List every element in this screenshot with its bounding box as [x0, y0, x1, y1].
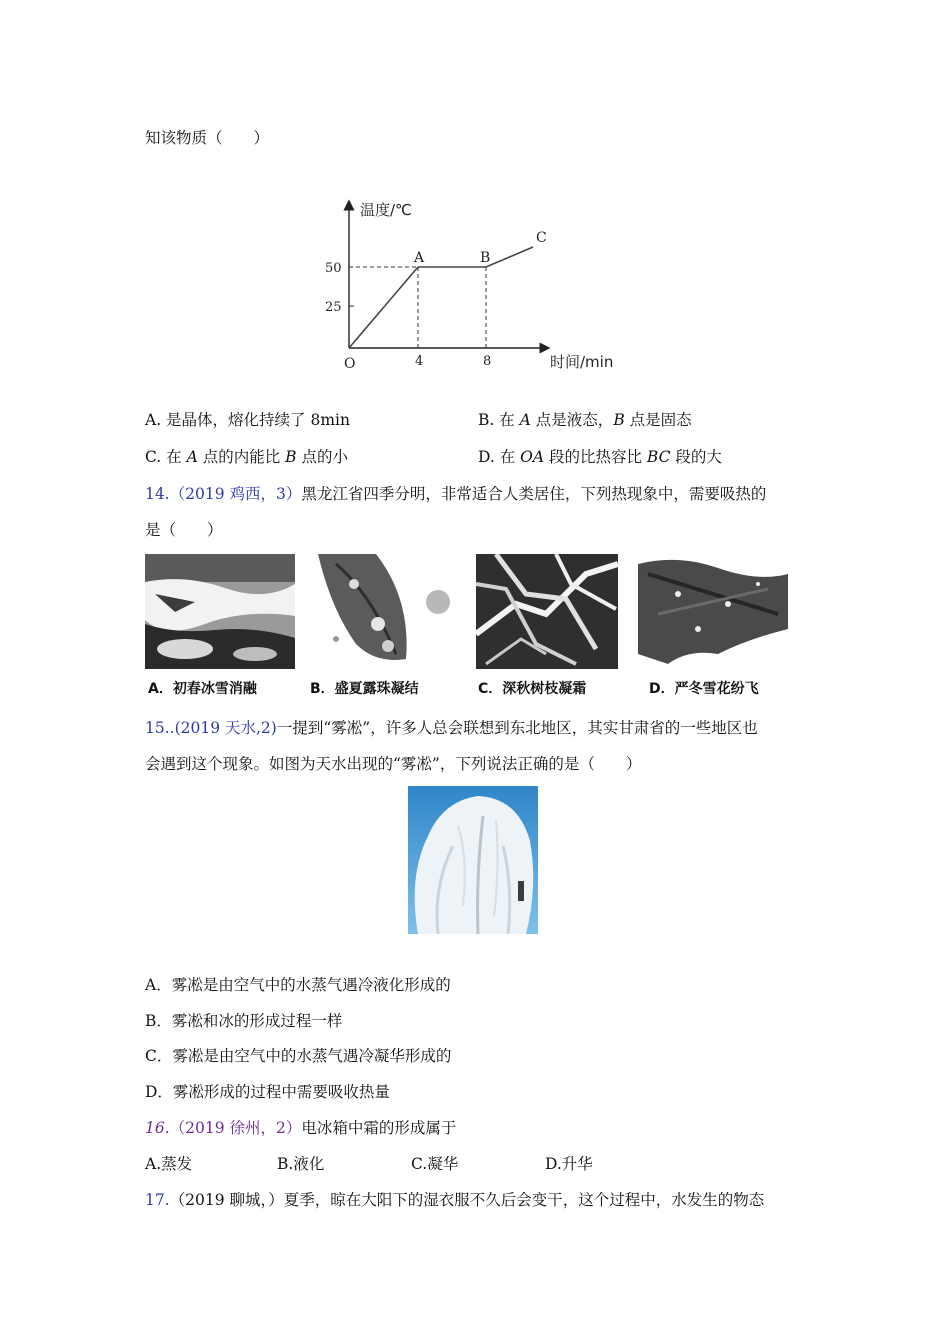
q15-stem-2: 会遇到这个现象。如图为天水出现的“雾凇”，下列说法正确的是（ ） [145, 755, 642, 773]
photo-dew-drops [316, 554, 456, 669]
point-A-label: A [414, 250, 425, 266]
temperature-time-graph [320, 195, 640, 380]
ytick-25: 25 [325, 300, 342, 315]
q16-option-a: A.蒸发 [145, 1155, 193, 1173]
point-B-label: B [480, 250, 491, 266]
q15-option-c: C．雾凇是由空气中的水蒸气遇冷凝华形成的 [145, 1047, 452, 1065]
q14-stem: 14.（2019 鸡西，3）黑龙江省四季分明，非常适合人类居住，下列热现象中，需要吸热的 [145, 485, 767, 503]
q16-option-d: D.升华 [545, 1155, 593, 1173]
q17-stem: 17.（2019 聊城，）夏季，晾在大阳下的湿衣服不久后会变干，这个过程中，水发生的物态 [145, 1191, 765, 1209]
q16-option-b: B.液化 [277, 1155, 325, 1173]
photo-snowfall [638, 554, 788, 669]
q13-option-a: A. 是晶体，熔化持续了 8min [145, 411, 350, 429]
caption-a: A．初春冰雪消融 [148, 681, 257, 697]
q13-option-b: B. 在 A 点是液态，B 点是固态 [478, 411, 692, 429]
q15-option-b: B．雾凇和冰的形成过程一样 [145, 1012, 343, 1030]
q15-option-d: D．雾凇形成的过程中需要吸收热量 [145, 1083, 390, 1101]
x-axis-label: 时间/min [550, 353, 614, 371]
y-axis-label: 温度/℃ [360, 201, 412, 219]
point-C-label: C [536, 230, 547, 246]
caption-b: B．盛夏露珠凝结 [310, 681, 419, 697]
photo-ice-melting [145, 554, 295, 669]
photo-frost-branches [476, 554, 618, 669]
q16-option-c: C.凝华 [411, 1155, 459, 1173]
ytick-50: 50 [325, 261, 342, 276]
photo-rime-tree [408, 786, 538, 934]
q14-stem-2: 是（ ） [145, 521, 223, 539]
caption-d: D．严冬雪花纷飞 [649, 681, 759, 697]
q13-option-c: C. 在 A 点的内能比 B 点的小 [145, 448, 348, 466]
q15-option-a: A．雾凇是由空气中的水蒸气遇冷液化形成的 [145, 976, 451, 994]
q16-stem: 16.（2019 徐州，2）电冰箱中霜的形成属于 [145, 1119, 457, 1137]
xtick-8: 8 [483, 354, 492, 369]
q15-stem: 15..(2019 天水,2)一提到“雾凇”，许多人总会联想到东北地区，其实甘肃省的一些地区也 [145, 719, 758, 737]
curve-OABC [349, 247, 533, 348]
origin-label: O [344, 356, 356, 372]
xtick-4: 4 [415, 354, 424, 369]
q13-option-d: D. 在 OA 段的比热容比 BC 段的大 [478, 448, 722, 466]
q13-tail: 知该物质（ ） [145, 129, 270, 147]
caption-c: C．深秋树枝凝霜 [478, 681, 587, 697]
